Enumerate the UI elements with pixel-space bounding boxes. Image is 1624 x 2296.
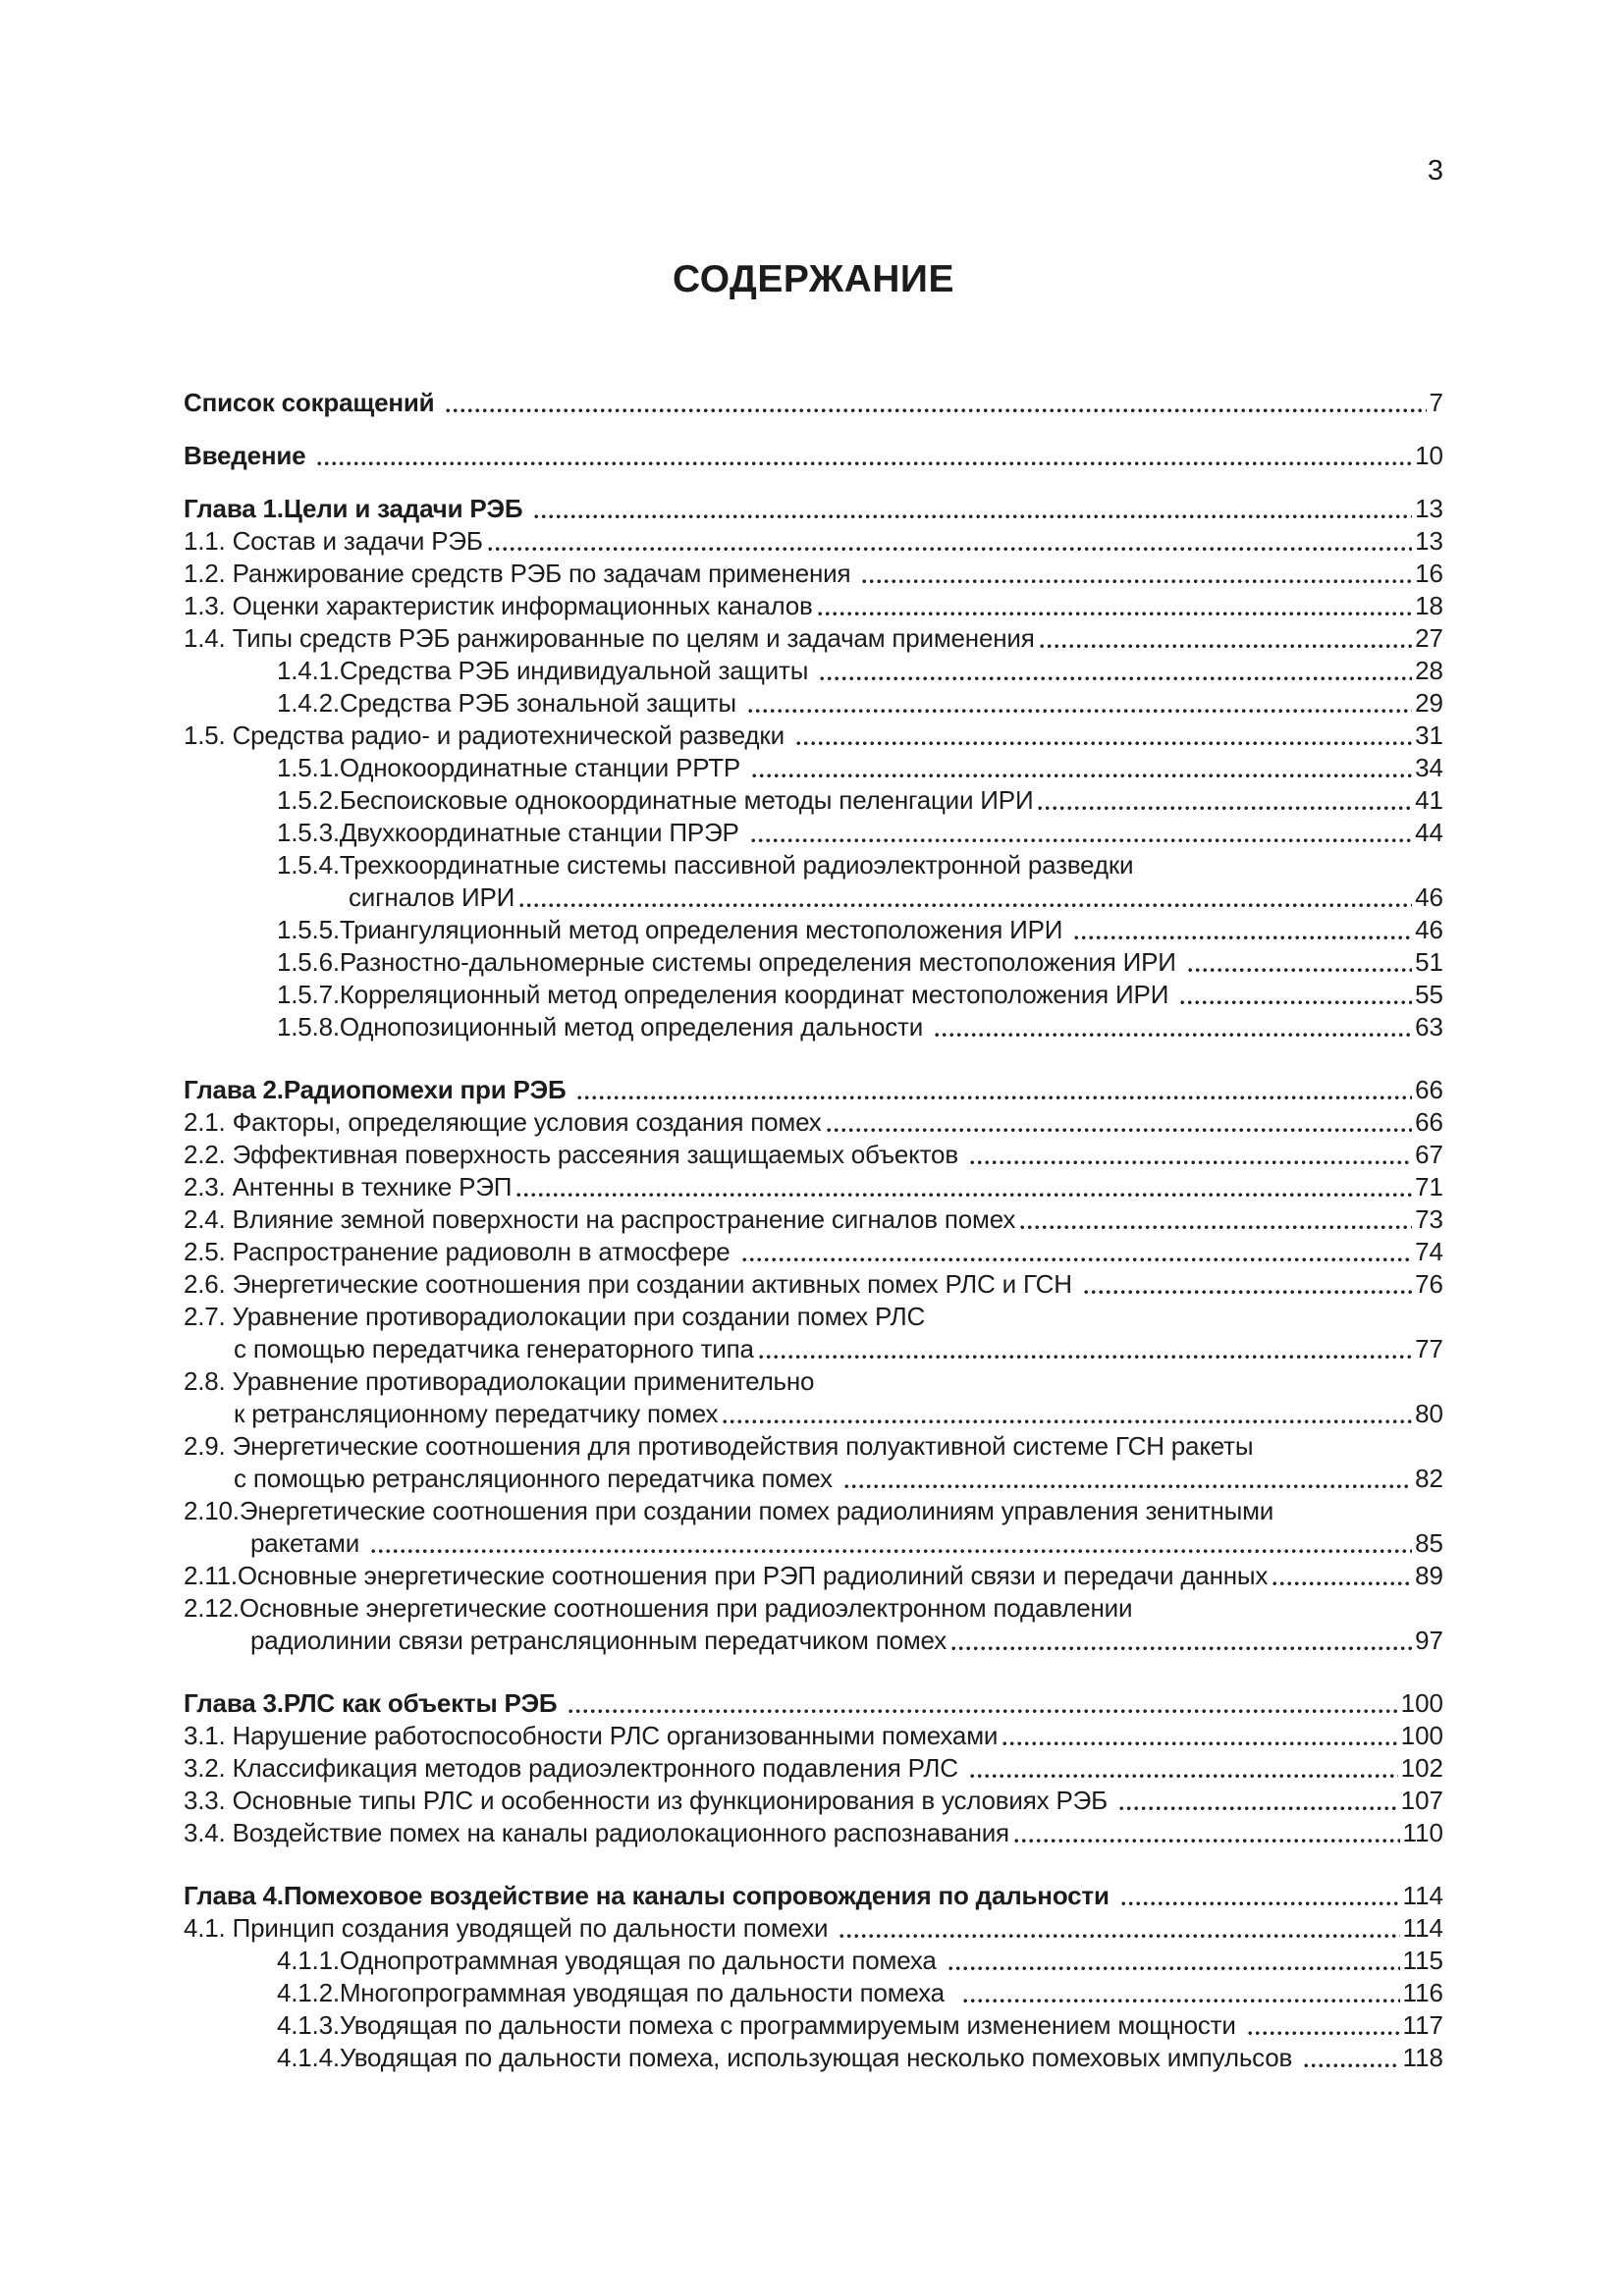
toc-entry [184,1720,1443,1752]
page-number: 102 [1400,1753,1443,1783]
leader-dots [1188,968,1412,973]
leader-dots [1038,806,1412,811]
toc-entry [234,1463,1443,1495]
entry-label: 1.3. Оценки характеристик информационных каналов [184,591,813,620]
entry-label: 1.5.7.Корреляционный метод определения координат местоположения ИРИ [277,980,1176,1009]
entry-label: 3.1. Нарушение работоспособности РЛС организованными помехами [184,1721,999,1750]
toc-entry [277,2042,1443,2074]
page-number: 97 [1415,1626,1443,1655]
toc-entry [184,558,1443,590]
page-number: 66 [1415,1107,1443,1137]
page-number: 28 [1415,656,1443,685]
toc-entry [277,1945,1443,1977]
page-number: 115 [1402,1946,1443,1975]
leader-dots [839,1934,1399,1939]
toc-entry-chapter [184,387,1443,419]
page-number: 89 [1415,1561,1443,1590]
page-number: 29 [1415,688,1443,718]
entry-label: 1.5. Средства радио- и радиотехнической разведки [184,721,791,750]
entry-label: 1.5.1.Однокоординатные станции РРТР [277,753,748,782]
leader-dots [796,741,1412,746]
toc-entry [184,1495,1443,1527]
toc-entry [277,655,1443,687]
leader-dots [577,1095,1412,1100]
toc-entry [184,720,1443,752]
toc-content [184,257,1443,2074]
page-number: 100 [1400,1688,1443,1718]
page-number: 117 [1402,2010,1443,2040]
leader-dots [1084,1290,1412,1295]
toc-entry [250,1527,1443,1560]
entry-label: Глава 4.Помеховое воздействие на каналы сопровождения по дальности [184,1881,1116,1910]
entry-label: 2.2. Эффективная поверхность рассеяния защищаемых объектов [184,1140,965,1169]
page-number: 71 [1415,1172,1443,1201]
entry-label: 1.5.6.Разностно-дальномерные системы определения местоположения ИРИ [277,947,1183,977]
page-number: 118 [1402,2043,1443,2072]
leader-dots [844,1484,1412,1489]
toc-entry [184,1430,1443,1463]
toc-entry [277,784,1443,817]
page-number: 31 [1415,721,1443,750]
entry-label: 1.1. Состав и задачи РЭБ [184,526,483,556]
leader-dots [935,1033,1412,1038]
page-number: 80 [1415,1399,1443,1428]
leader-dots [948,1966,1400,1971]
entry-label: 3.2. Классификация методов радиоэлектронного подавления РЛС [184,1753,965,1783]
page-number: 73 [1415,1204,1443,1234]
toc-entry [277,687,1443,720]
entry-label: 4.1.3.Уводящая по дальности помеха с программируемым изменением мощности [277,2010,1243,2040]
page-number: 67 [1415,1140,1443,1169]
leader-dots [1020,1225,1412,1230]
entry-label: 1.5.2.Беспоисковые однокоординатные методы пеленгации ИРИ [277,785,1034,815]
toc-entry [277,914,1443,946]
leader-dots [488,547,1412,552]
toc-entry [277,979,1443,1011]
entry-label: 3.3. Основные типы РЛС и особенности из функционирования в условиях РЭБ [184,1786,1114,1815]
leader-dots [1180,1000,1412,1005]
leader-dots [446,408,1426,413]
toc-entry [277,946,1443,979]
entry-label: 2.1. Факторы, определяющие условия создания помех [184,1107,822,1137]
toc-entry [184,1752,1443,1785]
leader-dots [862,579,1412,584]
leader-dots [827,1128,1413,1133]
entry-label: ракетами [250,1528,367,1558]
entry-label: 2.12.Основные энергетические соотношения при радиоэлектронном подавлении [184,1593,1133,1623]
toc-entry [184,622,1443,655]
page-number: 82 [1415,1464,1443,1493]
entry-label: 1.5.3.Двухкоординатные станции ПРЭР [277,818,746,847]
leader-dots [568,1709,1397,1714]
page-number: 74 [1415,1237,1443,1266]
toc-entry [184,1785,1443,1817]
leader-dots [1272,1581,1412,1586]
toc-entry [184,1236,1443,1268]
entry-label: 2.4. Влияние земной поверхности на распространение сигналов помех [184,1204,1016,1234]
page-number: 76 [1415,1269,1443,1299]
page-number: 41 [1415,785,1443,815]
entry-label: 3.4. Воздействие помех на каналы радиолокационного распознавания [184,1818,1009,1847]
entry-label: 1.5.5.Триангуляционный метод определения местоположения ИРИ [277,915,1070,944]
leader-dots [742,1257,1413,1262]
entry-label: с помощью передатчика генераторного типа [234,1334,754,1363]
entry-label: 4.1.2.Многопрограммная уводящая по дальности помеха [277,1978,958,2007]
toc-entry-chapter [184,440,1443,472]
leader-dots [759,1355,1412,1360]
entry-label: 4.1.4.Уводящая по дальности помеха, использующая несколько помеховых импульсов [277,2043,1300,2072]
page-number: 110 [1402,1818,1443,1847]
toc-entry [277,1011,1443,1043]
entry-label: 1.4. Типы средств РЭБ ранжированные по целям и задачам применения [184,623,1035,653]
entry-label: с помощью ретрансляционного передатчика помех [234,1464,839,1493]
page-number: 77 [1415,1334,1443,1363]
leader-dots [1119,1806,1398,1811]
toc-entry [234,1333,1443,1365]
page-number: 13 [1415,494,1443,523]
entry-label: 2.10.Энергетические соотношения при создании помех радиолиниям управления зенитными [184,1496,1274,1525]
entry-label: 1.5.8.Однопозиционный метод определения дальности [277,1012,931,1041]
toc-entry [184,1817,1443,1849]
leader-dots [970,1774,1398,1779]
leader-dots [534,514,1412,519]
leader-dots [371,1549,1412,1554]
page-number: 100 [1400,1721,1443,1750]
entry-label: 2.5. Распространение радиоволн в атмосфере [184,1237,737,1266]
page-number: 27 [1415,623,1443,653]
leader-dots [1121,1901,1400,1906]
toc-entry [184,1301,1443,1333]
page-number: 55 [1415,980,1443,1009]
page-number: 7 [1429,388,1443,417]
leader-dots [748,709,1412,714]
leader-dots [820,676,1412,681]
page-title: СОДЕРЖАНИЕ [673,258,954,300]
entry-label: радиолинии связи ретрансляционным передатчиком помех [250,1626,947,1655]
leader-dots [317,461,1412,466]
toc-entry [184,1592,1443,1625]
page-number: 63 [1415,1012,1443,1041]
leader-dots [516,1193,1412,1198]
leader-dots [751,838,1412,843]
toc-entry [349,881,1443,914]
page-number: 18 [1415,591,1443,620]
toc-entry [184,1139,1443,1171]
entry-label: 2.8. Уравнение противорадиолокации применительно [184,1366,815,1396]
leader-dots [1040,644,1412,649]
entry-label: 4.1. Принцип создания уводящей по дальности помехи [184,1913,836,1943]
leader-dots [818,612,1412,616]
page-number: 16 [1415,559,1443,588]
page-number: 116 [1402,1978,1443,2007]
page-number: 34 [1415,753,1443,782]
leader-dots [723,1419,1412,1424]
page-number: 44 [1415,818,1443,847]
page-number: 46 [1415,915,1443,944]
leader-dots [963,1999,1400,2003]
leader-dots [1304,2063,1399,2068]
page-number: 114 [1402,1881,1443,1910]
entry-label: 4.1.1.Однопротраммная уводящая по дальности помеха [277,1946,944,1975]
toc-entry [234,1398,1443,1430]
entry-label: 2.11.Основные энергетические соотношения при РЭП радиолиний связи и передачи данных [184,1561,1269,1590]
toc-entry [184,525,1443,558]
entry-label: к ретрансляционному передатчику помех [234,1399,719,1428]
toc-entry [277,2009,1443,2042]
toc-entry [184,590,1443,622]
entry-label: 1.4.2.Средства РЭБ зональной защиты [277,688,743,718]
entry-label: Введение [184,441,313,470]
toc-entry [277,849,1443,881]
toc-entry [184,1171,1443,1203]
toc-entry [184,1912,1443,1945]
page-number: 66 [1415,1075,1443,1104]
leader-dots [951,1646,1412,1651]
toc-entry [184,1365,1443,1398]
toc-entry [277,752,1443,784]
entry-label: Глава 1.Цели и задачи РЭБ [184,494,530,523]
page-number: 85 [1415,1528,1443,1558]
entry-label: 2.9. Энергетические соотношения для противодействия полуактивной системе ГСН ракеты [184,1431,1254,1461]
leader-dots [1248,2031,1400,2036]
entry-label: 2.6. Энергетические соотношения при создании активных помех РЛС и ГСН [184,1269,1079,1299]
entry-label: сигналов ИРИ [349,882,515,912]
leader-dots [1074,935,1412,940]
toc-entry [277,817,1443,849]
entry-label: Список сокращений [184,388,442,417]
entry-label: Глава 2.Радиопомехи при РЭБ [184,1075,573,1104]
toc-entry-chapter [184,493,1443,525]
leader-dots [970,1160,1412,1165]
page-number: 13 [1415,526,1443,556]
page-number: 51 [1415,947,1443,977]
entry-label: Глава 3.РЛС как объекты РЭБ [184,1688,565,1718]
toc-list [184,387,1443,2074]
entry-label: 2.7. Уравнение противорадиолокации при создании помех РЛС [184,1302,926,1331]
toc-entry [184,1203,1443,1236]
leader-dots [519,903,1412,908]
leader-dots [1002,1741,1397,1746]
entry-label: 1.5.4.Трехкоординатные системы пассивной радиоэлектронной разведки [277,850,1134,880]
leader-dots [752,774,1412,778]
toc-entry-chapter [184,1074,1443,1106]
entry-label: 1.2. Ранжирование средств РЭБ по задачам применения [184,559,858,588]
page-number-top: 3 [1427,155,1443,187]
page-number: 46 [1415,882,1443,912]
page-number: 10 [1415,441,1443,470]
toc-entry [184,1268,1443,1301]
toc-entry [184,1560,1443,1592]
toc-entry-chapter [184,1687,1443,1720]
toc-entry-chapter [184,1880,1443,1912]
toc-entry [277,1977,1443,2009]
toc-entry [250,1625,1443,1657]
leader-dots [1014,1839,1400,1843]
toc-entry [184,1106,1443,1139]
entry-label: 2.3. Антенны в технике РЭП [184,1172,513,1201]
page-number: 107 [1400,1786,1443,1815]
entry-label: 1.4.1.Средства РЭБ индивидуальной защиты [277,656,816,685]
page-number: 114 [1402,1913,1443,1943]
